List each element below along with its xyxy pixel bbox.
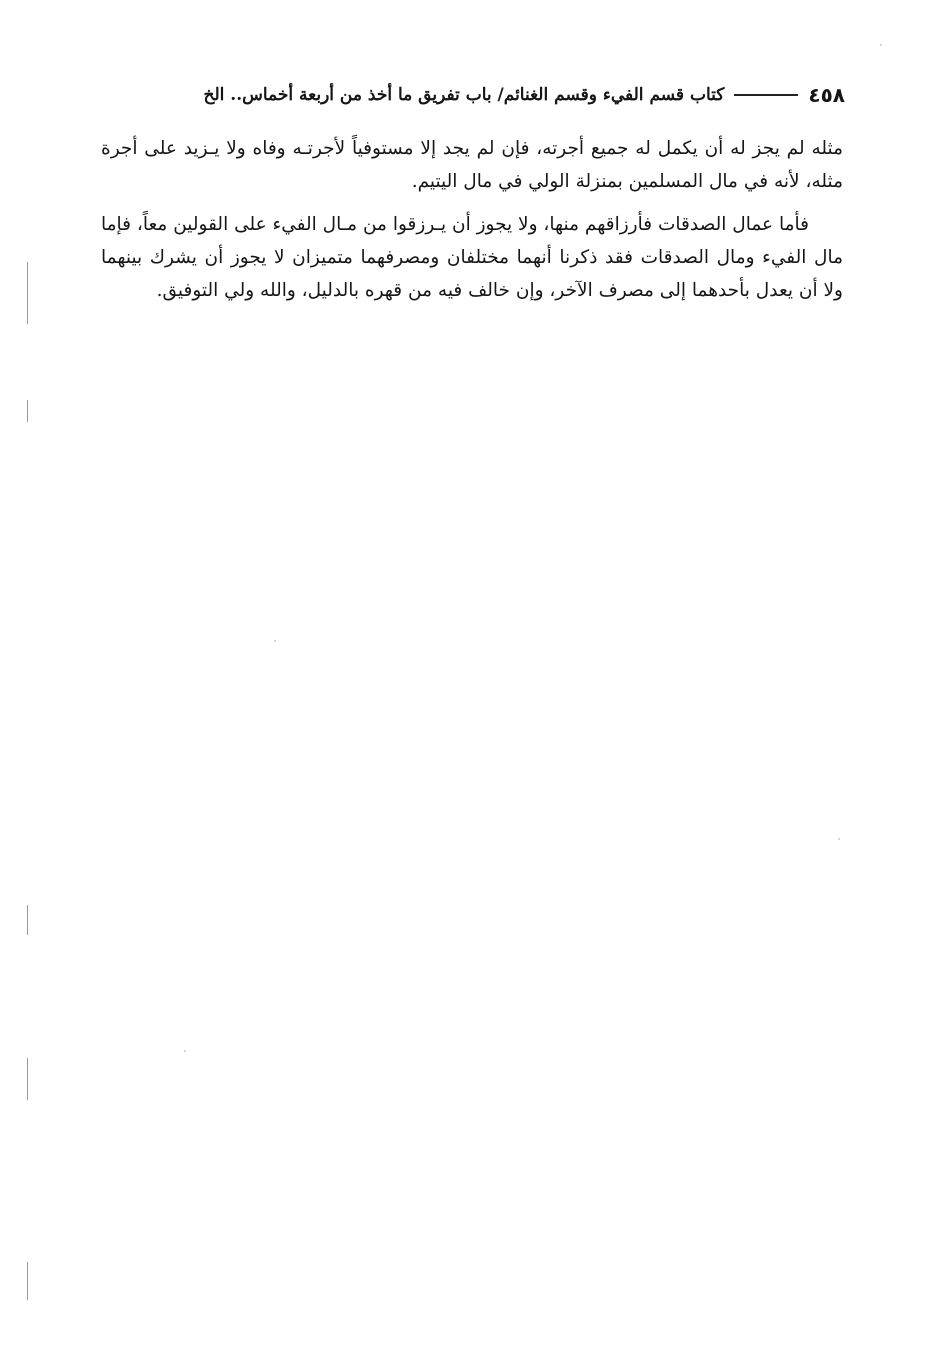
scan-artifact-dot — [880, 44, 882, 46]
running-title: كتاب قسم الفيء وقسم الغنائم/ باب تفريق ما أخذ من أربعة أخماس.. الخ — [203, 85, 725, 105]
page-number: ٤٥٨ — [808, 83, 845, 107]
paragraph-2: فأما عمال الصدقات فأرزاقهم منها، ولا يجوز أن يـرزقوا من مـال الفيء على القولين معاً، فإما مال الفيء ومال الصدقات فقد ذكرنا أنهما مختلفان ومصرفهما متميزان لا يجوز أن يشرك بينهما ولا أن يعدل بأحدهما إلى مصرف الآخر، وإن خالف فيه من قهره بالدليل، والله ولي التوفيق. — [100, 214, 843, 301]
header-rule — [734, 94, 798, 96]
body-text — [101, 132, 843, 317]
running-header — [100, 80, 845, 110]
scan-artifact-dot — [838, 838, 840, 840]
scan-artifact-line — [27, 905, 28, 935]
scan-artifact-line — [27, 400, 28, 422]
scan-artifact-line — [27, 1058, 28, 1100]
scan-artifact-line — [27, 262, 28, 324]
paragraph-1: مثله لم يجز له أن يكمل له جميع أجرته، فإن لم يجد إلا مستوفياً لأجرتـه وفاه ولا يـزيد على أجرة مثله، لأنه في مال المسلمين بمنزلة الولي في مال اليتيم. — [101, 138, 843, 192]
scan-artifact-dot — [184, 1050, 186, 1052]
scan-artifact-dot — [274, 640, 276, 642]
scan-artifact-line — [27, 1262, 28, 1300]
